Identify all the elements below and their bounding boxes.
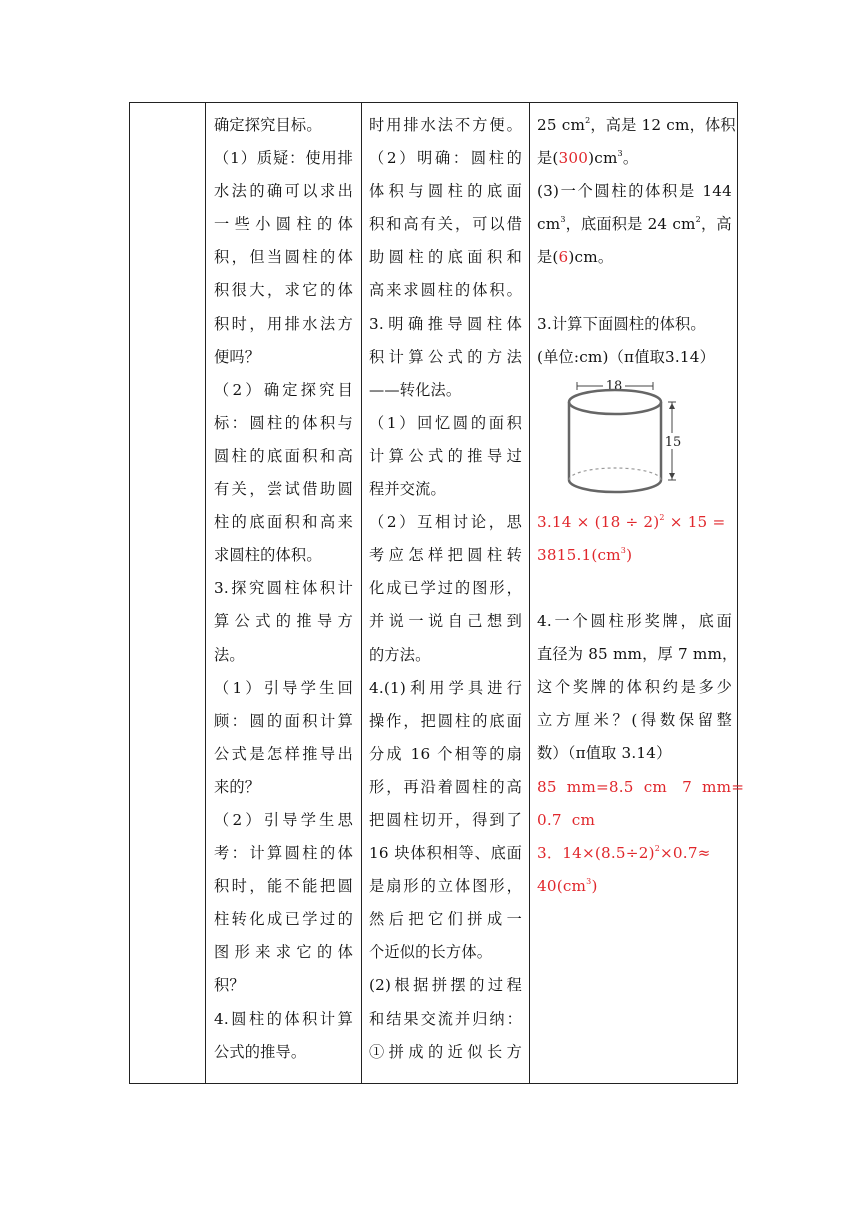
answer-line: 0.7 cm: [537, 810, 596, 829]
teacher-text-line: 公式的推导。: [214, 1042, 307, 1061]
student-text-line: (2)根据拼摆的过程: [369, 976, 522, 995]
answer-line: $3815.1(cm^3)$: [537, 545, 633, 564]
lesson-table: [129, 102, 745, 1084]
question-4-line: 这个奖牌的体积约是多少: [537, 678, 732, 697]
teacher-text-line: 柱转化成已学过的: [214, 910, 353, 929]
student-text-line: 积和高有关，可以借: [369, 215, 522, 234]
teacher-text-line: （1）质疑：使用排: [214, 149, 353, 168]
exercise-line: $cm^3$，底面积是 24 $cm^2$，高: [537, 215, 732, 234]
student-text-line: 时用排水法不方便。: [369, 116, 522, 134]
student-text-line: 考应怎样把圆柱转: [369, 546, 522, 565]
teacher-text-line: 确定探究目标。: [214, 116, 322, 134]
teacher-text-line: 有关，尝试借助圆: [214, 480, 353, 499]
student-text-line: 分成 16 个相等的扇: [369, 744, 522, 763]
teacher-text-line: 考：计算圆柱的体: [214, 844, 353, 863]
answer-line: $40(cm^3)$: [537, 876, 598, 895]
exercise-line: 是(6)cm。: [537, 248, 614, 267]
teacher-text-line: 4.圆柱的体积计算: [214, 1009, 353, 1028]
height-label: 15: [664, 434, 682, 450]
student-text-line: （2）互相讨论，思: [369, 513, 522, 532]
student-text-line: 3.明确推导圆柱体: [369, 314, 522, 333]
teacher-text-line: （1）引导学生回: [214, 678, 353, 697]
answer-value: 300: [558, 149, 589, 168]
diameter-label: 18: [605, 378, 623, 394]
teacher-text-line: 积时，用排水法方: [214, 314, 353, 333]
student-text-line: 计算公式的推导过: [369, 446, 522, 465]
teacher-text-line: 积很大，求它的体: [214, 281, 353, 300]
column-exercises: [537, 103, 745, 1083]
student-text-line: 是扇形的立体图形，: [369, 877, 522, 896]
student-text-line: 4.(1)利用学具进行: [369, 678, 522, 697]
teacher-text-line: （2）确定探究目: [214, 380, 353, 399]
teacher-text-line: 积时，能不能把圆: [214, 877, 353, 896]
student-text-line: 个近似的长方体。: [369, 943, 493, 962]
teacher-text-line: 图形来求它的体: [214, 943, 353, 962]
column-divider: [205, 103, 206, 1083]
question-3-unit: (单位:cm)（π值取3.14）: [537, 347, 715, 366]
answer-line: 85 mm=8.5 cm 7 mm=: [537, 777, 745, 796]
teacher-text-line: 法。: [214, 645, 245, 664]
student-text-line: 把圆柱切开，得到了: [369, 810, 522, 829]
student-text-line: 程并交流。: [369, 480, 446, 499]
question-4-line: 直径为 85 mm，厚 7 mm，: [537, 645, 738, 664]
answer-value: 6: [558, 248, 569, 267]
teacher-text-line: 一些小圆柱的体: [214, 215, 353, 234]
teacher-text-line: 3.探究圆柱体积计: [214, 579, 353, 598]
student-text-line: ①拼成的近似长方: [369, 1042, 522, 1061]
student-text-line: 助圆柱的底面积和: [369, 248, 522, 267]
column-divider: [361, 103, 362, 1083]
student-text-line: （1）回忆圆的面积: [369, 413, 522, 432]
answer-line: 3．$14\times(8.5\div 2)^2\times 0.7\approx$: [537, 843, 711, 862]
exercise-line: (3)一个圆柱的体积是 144: [537, 182, 732, 201]
student-text-line: 操作，把圆柱的底面: [369, 711, 522, 730]
question-4-line: 数）（π值取 3.14）: [537, 744, 672, 763]
teacher-text-line: 水法的确可以求出: [214, 182, 353, 201]
student-text-line: 形，再沿着圆柱的高: [369, 777, 522, 796]
student-text-line: 积计算公式的方法: [369, 347, 522, 366]
cylinder-figure: [567, 376, 701, 504]
teacher-text-line: 算公式的推导方: [214, 612, 353, 631]
teacher-text-line: 圆柱的底面积和高: [214, 446, 353, 465]
answer-line: $3.14 \times (18 \div 2)^2 \times 15$ =: [537, 512, 726, 531]
student-text-line: 然后把它们拼成一: [369, 910, 522, 929]
teacher-text-line: 积，但当圆柱的体: [214, 248, 353, 267]
teacher-text-line: 积？: [214, 976, 245, 995]
teacher-text-line: 柱的底面积和高来: [214, 513, 353, 532]
student-text-line: 高来求圆柱的体积。: [369, 281, 522, 300]
exercise-line: 是$(300)cm^3$。: [537, 149, 639, 168]
teacher-text-line: 便吗？: [214, 347, 261, 366]
column-1-empty: [130, 103, 205, 1083]
cylinder-figure-wrap: [537, 374, 732, 506]
exercise-line: 25 $cm^2$，高是 12 cm，体积: [537, 116, 736, 134]
student-text-line: 体积与圆柱的底面: [369, 182, 522, 201]
student-text-line: 并说一说自己想到: [369, 612, 522, 631]
student-text-line: 化成已学过的图形，: [369, 579, 522, 598]
column-student-activity: [369, 103, 522, 1083]
student-text-line: （2）明确：圆柱的: [369, 149, 522, 168]
question-4-line: 4.一个圆柱形奖牌，底面: [537, 612, 732, 631]
student-text-line: 和结果交流并归纳：: [369, 1009, 522, 1028]
teacher-text-line: 求圆柱的体积。: [214, 546, 322, 565]
teacher-text-line: （2）引导学生思: [214, 810, 353, 829]
teacher-text-line: 来的？: [214, 777, 261, 796]
question-4-line: 立方厘米？(得数保留整: [537, 711, 732, 730]
teacher-text-line: 公式是怎样推导出: [214, 744, 353, 763]
student-text-line: 16 块体积相等、底面: [369, 844, 522, 863]
teacher-text-line: 顾：圆的面积计算: [214, 711, 353, 730]
question-3-title: 3.计算下面圆柱的体积。: [537, 314, 706, 333]
student-text-line: 的方法。: [369, 645, 431, 664]
column-teacher-activity: [214, 103, 353, 1083]
column-divider: [529, 103, 530, 1083]
teacher-text-line: 标：圆柱的体积与: [214, 413, 353, 432]
student-text-line: ——转化法。: [369, 380, 462, 399]
